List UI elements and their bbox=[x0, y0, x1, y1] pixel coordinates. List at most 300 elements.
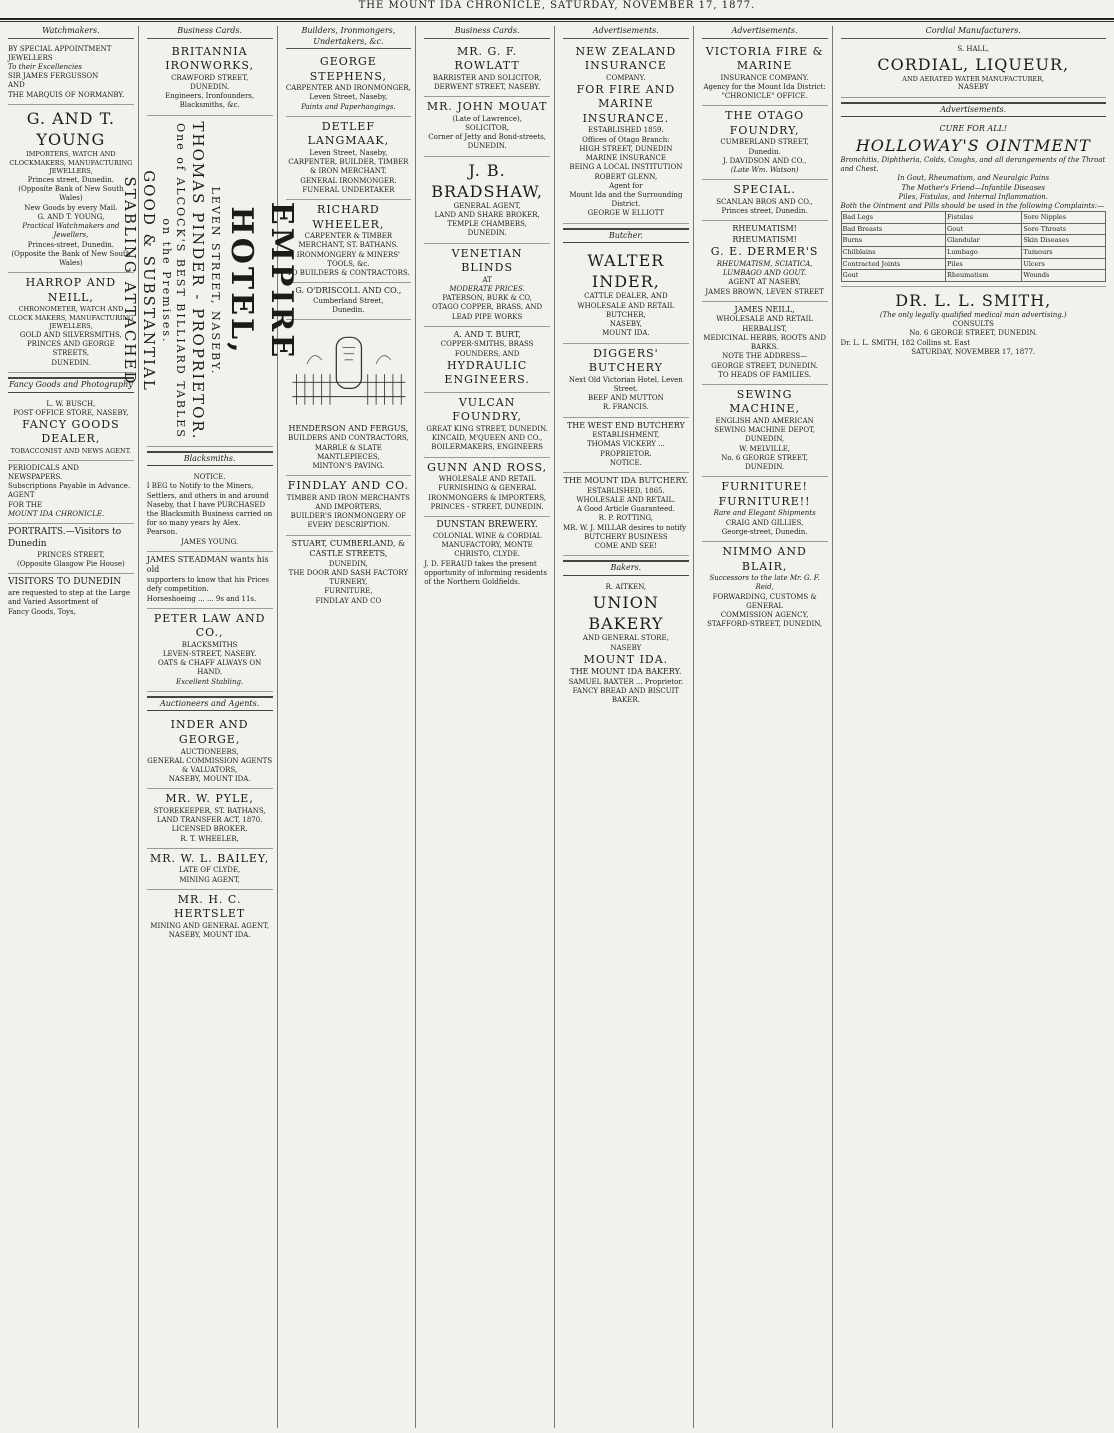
ad-line: AGENT bbox=[8, 491, 35, 500]
section-heading: Advertisements. bbox=[841, 102, 1107, 118]
ad-line: GEORGE W ELLIOTT bbox=[587, 209, 665, 218]
ad-line: JAMES YOUNG. bbox=[181, 537, 239, 546]
ad-title: R. AITKEN, bbox=[605, 582, 647, 591]
ad-line: PRINCES AND GEORGE STREETS, bbox=[26, 340, 115, 358]
ad-stuart-streets bbox=[286, 536, 412, 610]
ad-title: J. B. BRADSHAW, bbox=[431, 160, 543, 201]
ad-line: No. 6 GEORGE STREET, DUNEDIN. bbox=[909, 329, 1038, 338]
ad-title: GUNN AND ROSS, bbox=[427, 460, 548, 474]
ad-line: FURNISHING & GENERAL IRONMONGERS & IMPORTERS, bbox=[428, 484, 546, 502]
column-6 bbox=[698, 26, 833, 1428]
ad-line: MR. W. J. MILLAR desires to notify bbox=[563, 523, 687, 532]
ad-line: Cumberland Street, bbox=[313, 296, 384, 305]
ad-special-appointment bbox=[8, 42, 134, 105]
ad-line: COMMISSION AGENCY, bbox=[720, 611, 809, 620]
ad-line: Excellent Stabling. bbox=[176, 677, 244, 686]
ad-line: "CHRONICLE" OFFICE. bbox=[721, 92, 808, 101]
ad-line: DERWENT STREET, NASEBY. bbox=[433, 82, 541, 91]
ad-title: DETLEF LANGMAAK, bbox=[307, 119, 390, 148]
ad-line: AND bbox=[8, 81, 25, 90]
ad-subtitle: IMPORTERS, WATCH AND CLOCKMAKERS, MANUFACTURING JEWELLERS, bbox=[9, 150, 133, 176]
ad-line: Paints and Paperhangings. bbox=[301, 102, 396, 111]
ad-line: George-street, Dunedin. bbox=[721, 527, 808, 536]
ad-line: DUNEDIN. bbox=[467, 142, 507, 151]
table-cell: Tumours bbox=[1022, 247, 1106, 259]
ad-title: GEORGE STEPHENS, bbox=[309, 55, 387, 83]
ad-title: A. AND T. BURT, bbox=[453, 329, 521, 339]
ad-james-neill bbox=[702, 302, 828, 385]
ad-line: Agency for the Mount Ida District: bbox=[703, 82, 826, 91]
ad-line: CARPENTER & TIMBER MERCHANT, ST. BATHANS. bbox=[298, 232, 399, 250]
table-cell: Ulcers bbox=[1022, 258, 1106, 270]
ad-line: JAMES BROWN, LEVEN STREET bbox=[705, 287, 824, 296]
ad-title: THE WEST END BUTCHERY bbox=[566, 420, 685, 430]
ad-title: NOTICE. bbox=[193, 473, 226, 482]
ad-line: COPPER-SMITHS, BRASS FOUNDERS, AND bbox=[440, 340, 534, 358]
ad-line: MINING AGENT, bbox=[179, 875, 240, 884]
column-heading: Business Cards. bbox=[424, 26, 550, 39]
ad-title: VENETIAN BLINDS bbox=[451, 246, 523, 275]
ad-title: NEW ZEALAND INSURANCE bbox=[575, 44, 677, 73]
ad-title: JAMES NEILL, bbox=[734, 304, 795, 314]
ad-line: Dunedin. bbox=[748, 147, 781, 156]
ad-line: COLONIAL WINE & CORDIAL MANUFACTORY, MONTE CHRISTO, CLYDE. bbox=[432, 531, 542, 559]
ad-line: GEORGE STREET, DUNEDIN. bbox=[711, 361, 818, 370]
ad-line: PATERSON, BURK & CO, bbox=[442, 294, 532, 303]
ad-line: Bronchitis, Diphtheria, Colds, Coughs, and all derangements of the Throat and Chest. bbox=[840, 155, 1106, 174]
table-cell: Sore Nipples bbox=[1022, 212, 1106, 224]
ad-title: RHEUMATISM! RHEUMATISM! bbox=[732, 224, 797, 244]
ad-line: OTAGO COPPER, BRASS, AND LEAD PIPE WORKS bbox=[432, 303, 543, 321]
ad-line: TURNERY, bbox=[329, 578, 368, 587]
ad-line: AUCTIONEERS, bbox=[180, 747, 239, 756]
ad-subtitle: TOBACCONIST AND NEWS AGENT. bbox=[10, 447, 132, 455]
ad-line: MARINE INSURANCE bbox=[585, 154, 666, 163]
column-2 bbox=[120, 26, 299, 1428]
ad-line: Princes street, Dunedin. bbox=[27, 175, 114, 184]
ad-peter-law bbox=[147, 609, 273, 692]
table-cell: Gout bbox=[946, 223, 1022, 235]
ad-line: TO BUILDERS & CONTRACTORS. bbox=[287, 269, 410, 277]
ad-line: GREAT KING STREET, DUNEDIN. bbox=[426, 424, 548, 433]
ad-line: AT bbox=[482, 275, 492, 284]
ad-line: SAMUEL BAXTER ... Proprietor. bbox=[568, 677, 684, 686]
ad-line: MOUNT IDA. bbox=[602, 329, 650, 338]
ad-line: I BEG to Notify to the Miners, Settlers, and others in and around Naseby, that I have PURCHASED the Blacksmith Business carried on for so many years by Alex. Pearson. bbox=[146, 482, 273, 537]
ad-line: FOR FIRE AND MARINE bbox=[576, 82, 676, 111]
ad-rowlatt bbox=[424, 42, 550, 98]
ad-line: LEVEN-STREET, NASEBY. bbox=[162, 650, 257, 658]
ad-line: FOR THE bbox=[8, 500, 42, 509]
ad-kicker: CURE FOR ALL! bbox=[939, 124, 1008, 134]
ad-line: FANCY BREAD AND BISCUIT BAKER. bbox=[572, 687, 680, 705]
ad-line: STAFFORD-STREET, DUNEDIN, bbox=[707, 620, 823, 629]
ad-line: THE MOUNT IDA BAKERY. bbox=[570, 667, 682, 677]
ad-line: MODERATE PRICES. bbox=[449, 284, 525, 293]
hotel-stabling: GOOD & SUBSTANTIAL STABLING ATTACHED bbox=[120, 169, 159, 392]
ad-line: Both the Ointment and Pills should be used in the following Complaints:— bbox=[840, 202, 1105, 211]
ad-nimmo-blair bbox=[702, 542, 828, 633]
column-heading: Cordial Manufacturers. bbox=[841, 26, 1107, 39]
ad-line: No. 6 GEORGE STREET, DUNEDIN. bbox=[721, 453, 809, 472]
column-7 bbox=[837, 26, 1111, 1428]
ad-line: (Late Wm. Watson) bbox=[730, 166, 799, 175]
ad-title: HOLLOWAY'S OINTMENT bbox=[855, 135, 1091, 155]
ad-line: Leven Street, Naseby, bbox=[309, 93, 388, 102]
ad-line: J. D. FERAUD takes the present opportunity of informing residents of the Northern Goldfields. bbox=[424, 559, 547, 587]
ad-line: Leven Street, Naseby, bbox=[309, 148, 388, 157]
column-3 bbox=[282, 26, 417, 1428]
ad-bailey bbox=[147, 849, 273, 890]
ad-line: STOREKEEPER, ST. BATHANS, bbox=[153, 806, 266, 815]
ad-line: DUNEDIN. bbox=[51, 358, 91, 367]
ad-title: SEWING MACHINE, bbox=[729, 387, 800, 416]
ad-line: ROBERT GLENN, bbox=[594, 172, 658, 181]
ad-line: Subscriptions Payable in Advance. bbox=[8, 482, 131, 491]
ad-title: HARROP AND NEILL, bbox=[25, 276, 117, 304]
ad-notice-blacksmith bbox=[147, 470, 273, 552]
ad-dr-smith bbox=[841, 287, 1107, 361]
section-heading: Blacksmiths. bbox=[147, 451, 273, 467]
ad-line: DUNEDIN, bbox=[328, 559, 368, 568]
table-row bbox=[841, 223, 1106, 235]
table-row bbox=[841, 258, 1106, 270]
ad-title: JAMES STEADMAN wants his old bbox=[146, 554, 269, 575]
ad-langmaak bbox=[286, 117, 412, 200]
ad-line: KINCAID, M'QUEEN AND CO., bbox=[431, 434, 543, 443]
column-heading: Business Cards. bbox=[147, 26, 273, 39]
ad-line: BUILDER'S IRONMONGERY OF EVERY DESCRIPTION. bbox=[290, 512, 407, 530]
ad-line: BLACKSMITHS bbox=[181, 640, 238, 649]
ad-line: WHOLESALE AND RETAIL. bbox=[576, 495, 676, 504]
ad-periodicals bbox=[8, 461, 134, 524]
ad-portraits bbox=[8, 524, 134, 574]
ad-line: GENERAL IRONMONGER. bbox=[300, 176, 397, 185]
ad-line: BARRISTER AND SOLICITOR, bbox=[432, 73, 542, 82]
ad-line: MINING AND GENERAL AGENT, bbox=[150, 921, 269, 930]
ad-title: CORDIAL, LIQUEUR, bbox=[877, 54, 1070, 74]
ad-line: A Good Article Guaranteed. bbox=[576, 505, 675, 514]
ad-line: Corner of Jetty and Bond-streets, bbox=[428, 133, 546, 142]
column-4 bbox=[420, 26, 555, 1428]
ad-line: CRAIG AND GILLIES, bbox=[725, 518, 804, 527]
ad-line: In Gout, Rheumatism, and Neuralgic Pains bbox=[897, 174, 1050, 183]
hotel-proprietor: THOMAS PINDER - PROPRIETOR. bbox=[188, 121, 207, 440]
rotated-ad-text bbox=[119, 121, 301, 441]
ad-line: ESTABLISHED 1859. bbox=[588, 126, 664, 135]
ad-line: COME AND SEE! bbox=[594, 542, 658, 551]
ad-odriscoll bbox=[286, 283, 412, 320]
masthead-rule bbox=[0, 21, 1114, 22]
ad-findlay bbox=[286, 476, 412, 535]
ad-line: THE MARQUIS OF NORMANBY. bbox=[8, 90, 125, 99]
ad-line: MINTON'S PAVING. bbox=[312, 462, 385, 470]
ad-line: CATTLE DEALER, AND WHOLESALE AND RETAIL BUTCHER, bbox=[577, 292, 675, 319]
ad-line: J. DAVIDSON AND CO., bbox=[722, 156, 807, 165]
ad-title: MR. W. L. BAILEY, bbox=[149, 851, 270, 865]
ad-subtitle: CHRONOMETER, WATCH AND CLOCK MAKERS, MANUFACTURING JEWELLERS, bbox=[8, 305, 134, 331]
ad-line: (The only legally qualified medical man advertising.) bbox=[879, 310, 1067, 319]
ad-steadman bbox=[147, 552, 273, 609]
ad-line: WHOLESALE AND RETAIL bbox=[438, 475, 536, 484]
masthead bbox=[0, 0, 1114, 20]
table-row bbox=[841, 235, 1106, 247]
ad-title: PORTRAITS.—Visitors to Dunedin bbox=[8, 526, 122, 549]
ad-line: BUILDERS AND CONTRACTORS, bbox=[288, 434, 409, 443]
table-cell: Lumbago bbox=[946, 247, 1022, 259]
ad-line: COMPANY. bbox=[606, 73, 646, 82]
section-heading: Auctioneers and Agents. bbox=[147, 696, 273, 712]
hotel-address: LEVEN STREET, NASEBY. bbox=[208, 186, 222, 375]
ad-title: DIGGERS' BUTCHERY bbox=[588, 346, 663, 375]
ad-line: GOLD AND SILVERSMITHS, bbox=[19, 331, 122, 340]
ad-line: NOTE THE ADDRESS— bbox=[722, 352, 808, 361]
ad-line: NOTICE. bbox=[609, 458, 642, 467]
ad-sewing-machine bbox=[702, 385, 828, 477]
ad-line: W. MELVILLE, bbox=[739, 444, 791, 453]
ad-line: S. HALL, bbox=[957, 44, 990, 53]
ad-line: BOILERMAKERS, ENGINEERS bbox=[431, 443, 543, 452]
ad-line: CRAWFORD STREET, bbox=[171, 73, 249, 82]
ad-line: Horseshoeing ... ... 9s and 11s. bbox=[146, 594, 257, 603]
ad-vulcan-foundry bbox=[424, 393, 550, 458]
ad-line: RHEUMATISM, SCIATICA, LUMBAGO AND GOUT. bbox=[716, 259, 813, 278]
ad-line: BUTCHERY BUSINESS bbox=[584, 532, 668, 541]
ad-line: MOUNT IDA. bbox=[583, 652, 669, 666]
ad-henderson-fergus bbox=[286, 421, 412, 476]
headstone-railing-illustration bbox=[286, 323, 412, 415]
table-cell: Sore Throats bbox=[1022, 223, 1106, 235]
ad-nz-insurance bbox=[563, 42, 689, 224]
ad-line: POST OFFICE STORE, NASEBY, bbox=[13, 408, 129, 417]
ad-line: FORWARDING, CUSTOMS & GENERAL bbox=[712, 592, 817, 610]
table-row bbox=[841, 270, 1106, 282]
ad-title: NIMMO AND BLAIR, bbox=[722, 545, 807, 573]
ad-title: MR. H. C. HERTSLET bbox=[173, 892, 246, 921]
ad-line: ESTABLISHED, 1865. bbox=[587, 486, 665, 495]
ad-title: G. AND T. YOUNG bbox=[26, 108, 115, 150]
ad-title: VISITORS TO DUNEDIN bbox=[8, 577, 122, 588]
hotel-billiards: One of ALCOCK'S BEST BILLIARD TABLES on the Premises. bbox=[159, 122, 188, 439]
hotel-name: EMPIRE HOTEL, bbox=[224, 201, 299, 360]
ad-richard-wheeler bbox=[286, 200, 412, 283]
ad-line: G. E. DERMER'S bbox=[710, 245, 819, 259]
ad-rheumatism bbox=[702, 221, 828, 302]
ad-young-jewellers bbox=[8, 105, 134, 273]
ad-line: CARPENTER, BUILDER, TIMBER & IRON MERCHANT. bbox=[288, 158, 409, 176]
table-cell: Bad Breasts bbox=[841, 223, 946, 235]
ad-line: supporters to know that his Prices defy competition. bbox=[146, 576, 269, 594]
ad-line: BY SPECIAL APPOINTMENT bbox=[8, 44, 112, 53]
ad-line: Dunedin. bbox=[332, 306, 365, 315]
column-heading: Advertisements. bbox=[702, 26, 828, 39]
ad-line: TIMBER AND IRON MERCHANTS AND IMPORTERS, bbox=[286, 493, 410, 511]
ad-dunstan-brewery bbox=[424, 517, 550, 591]
table-cell: Piles bbox=[946, 258, 1022, 270]
ad-title: HENDERSON AND FERGUS, bbox=[288, 423, 409, 433]
ad-gunn-ross bbox=[424, 458, 550, 517]
ad-diggers-butchery bbox=[563, 344, 689, 418]
ad-line: ENGLISH AND AMERICAN SEWING MACHINE DEPOT, DUNEDIN, bbox=[714, 417, 815, 444]
ad-george-stephens bbox=[286, 52, 412, 117]
table-cell: Wounds bbox=[1022, 270, 1106, 282]
ad-line: (Opposite Bank of New South Wales) bbox=[18, 185, 124, 203]
ad-line: SIR JAMES FERGUSSON bbox=[8, 72, 99, 81]
ad-title: VICTORIA FIRE & MARINE bbox=[705, 44, 824, 73]
ad-line: (Opposite Glasgow Pie House) bbox=[16, 559, 125, 568]
ad-title: FINDLAY AND CO. bbox=[287, 479, 409, 493]
ad-line: NASEBY bbox=[610, 643, 642, 652]
ad-line: NASEBY, bbox=[609, 320, 642, 329]
ad-line: G. AND T. YOUNG, bbox=[37, 212, 105, 221]
ad-line: LAND AND SHARE BROKER, bbox=[434, 210, 540, 219]
ad-title: RICHARD WHEELER, bbox=[312, 203, 385, 231]
ad-busch bbox=[8, 397, 134, 461]
ad-title: G. O'DRISCOLL AND CO., bbox=[295, 286, 402, 296]
ad-line: SCANLAN BROS AND CO., bbox=[716, 197, 813, 206]
ad-title: DR. L. L. SMITH, bbox=[895, 290, 1052, 310]
ad-west-end-butchery bbox=[563, 418, 689, 473]
ad-line: THOMAS VICKERY ... PROPRIETOR. bbox=[586, 440, 665, 458]
ad-line: IRONMONGERY & MINERS' TOOLS, &c. bbox=[296, 250, 400, 268]
ad-line: NASEBY, MOUNT IDA. bbox=[168, 931, 251, 940]
ad-line: (Opposite the Bank of New South Wales) bbox=[11, 249, 131, 268]
ad-line: CUMBERLAND STREET, bbox=[720, 138, 809, 147]
ad-line: ESTABLISHMENT, bbox=[592, 431, 660, 440]
ad-line: Practical Watchmakers and Jewellers, bbox=[22, 222, 120, 240]
ad-line: R. T. WHEELER, bbox=[180, 834, 239, 843]
ad-title: STUART, CUMBERLAND, & CASTLE STREETS, bbox=[291, 538, 406, 559]
ad-title: MR. W. PYLE, bbox=[165, 792, 254, 806]
ad-line: MOUNT IDA CHRONICLE. bbox=[8, 509, 105, 518]
ad-line: FINDLAY AND CO bbox=[315, 596, 382, 605]
ad-line: Piles, Fistulas, and Internal Inflammation. bbox=[898, 192, 1048, 201]
ad-line: PRINCES - STREET, DUNEDIN. bbox=[430, 502, 544, 511]
table-row bbox=[841, 212, 1106, 224]
ad-line: INSURANCE. bbox=[582, 111, 670, 125]
section-heading: Fancy Goods and Photography bbox=[8, 377, 134, 393]
ad-line: HIGH STREET, DUNEDIN bbox=[579, 144, 673, 153]
ad-title: MR. JOHN MOUAT bbox=[426, 100, 548, 114]
ad-line: FURNITURE, bbox=[324, 587, 373, 596]
ad-line: LICENSED BROKER. bbox=[171, 825, 248, 834]
ad-title: THE OTAGO FOUNDRY, bbox=[725, 109, 805, 137]
ad-line: L. W. BUSCH, bbox=[46, 399, 96, 408]
ad-mouat bbox=[424, 97, 550, 156]
complaints-table bbox=[841, 211, 1107, 281]
ad-bradshaw bbox=[424, 157, 550, 244]
section-heading: Butcher. bbox=[563, 228, 689, 244]
ad-line: UNION BAKERY bbox=[588, 593, 664, 634]
ad-line: BEEF AND MUTTON bbox=[587, 394, 664, 403]
table-cell: Contracted Joints bbox=[841, 258, 946, 270]
ad-britannia-ironworks bbox=[147, 42, 273, 116]
ad-otago-foundry bbox=[702, 106, 828, 180]
ad-line: R. P. ROTTING, bbox=[598, 514, 654, 523]
ad-line: DUNEDIN. bbox=[467, 229, 507, 238]
ad-line: Successors to the late Mr. G. F. Reid, bbox=[709, 574, 820, 592]
ad-line: GENERAL COMMISSION AGENTS & VALUATORS, bbox=[147, 756, 273, 774]
ad-title: FURNITURE! FURNITURE!! bbox=[718, 480, 811, 508]
ad-line: LATE OF CLYDE, bbox=[178, 866, 241, 875]
ad-victoria-insurance bbox=[702, 42, 828, 107]
ad-line: Dr. L. L. SMITH, 182 Collins st. East bbox=[840, 338, 971, 347]
table-row bbox=[841, 247, 1106, 259]
ad-union-bakery bbox=[563, 580, 689, 710]
ad-line: THE DOOR AND SASH FACTORY bbox=[288, 569, 409, 578]
ad-line: (Late of Lawrence), bbox=[452, 114, 522, 123]
ad-title: FANCY GOODS DEALER, bbox=[22, 417, 120, 446]
table-cell: Fistulas bbox=[946, 212, 1022, 224]
ad-pyle bbox=[147, 789, 273, 848]
ad-line: PRINCES STREET, bbox=[37, 550, 105, 559]
ad-line: WHOLESALE AND RETAIL HERBALIST, bbox=[716, 315, 814, 333]
ad-line: R. FRANCIS. bbox=[602, 403, 649, 412]
ad-title: BRITANNIA IRONWORKS, bbox=[165, 44, 254, 73]
table-cell: Skin Diseases bbox=[1022, 235, 1106, 247]
ad-line: FUNERAL UNDERTAKER bbox=[302, 185, 395, 194]
ad-line: NASEBY bbox=[957, 83, 989, 92]
ad-empire-hotel bbox=[120, 116, 299, 447]
ad-line: JEWELLERS bbox=[8, 53, 53, 62]
ad-line: CONSULTS bbox=[952, 320, 994, 329]
ad-title: PETER LAW AND CO., bbox=[153, 611, 266, 640]
ad-line: BEING A LOCAL INSTITUTION bbox=[569, 163, 683, 172]
ad-harrop-neill bbox=[8, 273, 134, 373]
ad-subtitle: AND AERATED WATER MANUFACTURER, bbox=[902, 74, 1045, 83]
column-5 bbox=[559, 26, 694, 1428]
ad-holloway bbox=[841, 121, 1107, 287]
column-heading: Advertisements. bbox=[563, 26, 689, 39]
ad-line: HYDRAULIC ENGINEERS. bbox=[444, 358, 530, 387]
section-heading: Bakers. bbox=[563, 560, 689, 576]
ad-line: AND GENERAL STORE, bbox=[582, 634, 669, 643]
ad-line: SATURDAY, NOVEMBER 17, 1877. bbox=[911, 347, 1036, 356]
ad-title: VULCAN FOUNDRY, bbox=[452, 395, 522, 424]
ad-line: INSURANCE COMPANY. bbox=[720, 73, 809, 82]
ad-line: DUNEDIN. bbox=[190, 82, 230, 91]
ad-special bbox=[702, 180, 828, 221]
ad-line: CARPENTER AND IRONMONGER, bbox=[285, 84, 411, 93]
ad-title: SPECIAL. bbox=[733, 183, 796, 197]
ad-line: NASEBY, MOUNT IDA. bbox=[168, 775, 251, 784]
ad-line: LAND TRANSFER ACT, 1870. bbox=[156, 816, 263, 825]
ad-title: WALTER INDER, bbox=[587, 251, 665, 292]
ad-visitors bbox=[8, 574, 134, 621]
ad-line: TO HEADS OF FAMILIES. bbox=[718, 370, 812, 379]
ad-line: Engineers, Ironfounders, Blacksmiths, &c. bbox=[165, 92, 255, 110]
ad-line: MEDICINAL HERBS, ROOTS AND BARKS. bbox=[703, 333, 826, 352]
ad-line: MARBLE & SLATE MANTLEPIECES, bbox=[314, 443, 382, 461]
ad-line: Mount Ida and the Surrounding District. bbox=[569, 191, 683, 209]
ad-line: Princes-street, Dunedin. bbox=[27, 240, 115, 249]
ad-line: Rare and Elegant Shipments bbox=[713, 509, 816, 518]
table-cell: Burns bbox=[841, 235, 946, 247]
table-cell: Gout bbox=[841, 270, 946, 282]
ad-line: Offices of Otago Branch: bbox=[582, 135, 670, 144]
ad-line: are requested to step at the Large and Varied Assortment of bbox=[8, 589, 130, 607]
ad-line: SOLICITOR, bbox=[465, 123, 510, 132]
masthead-title: THE MOUNT IDA CHRONICLE, SATURDAY, NOVEMBER 17, 1877. bbox=[358, 0, 756, 11]
ad-line: TEMPLE CHAMBERS, bbox=[447, 220, 527, 229]
ad-hertslet bbox=[147, 890, 273, 945]
table-cell: Bad Legs bbox=[841, 212, 946, 224]
table-cell: Chilblains bbox=[841, 247, 946, 259]
ad-mount-ida-butchery bbox=[563, 473, 689, 556]
ad-title: MR. G. F. ROWLATT bbox=[454, 44, 520, 73]
ad-title: DUNSTAN BREWERY. bbox=[436, 520, 538, 531]
ad-inder-george bbox=[147, 715, 273, 789]
